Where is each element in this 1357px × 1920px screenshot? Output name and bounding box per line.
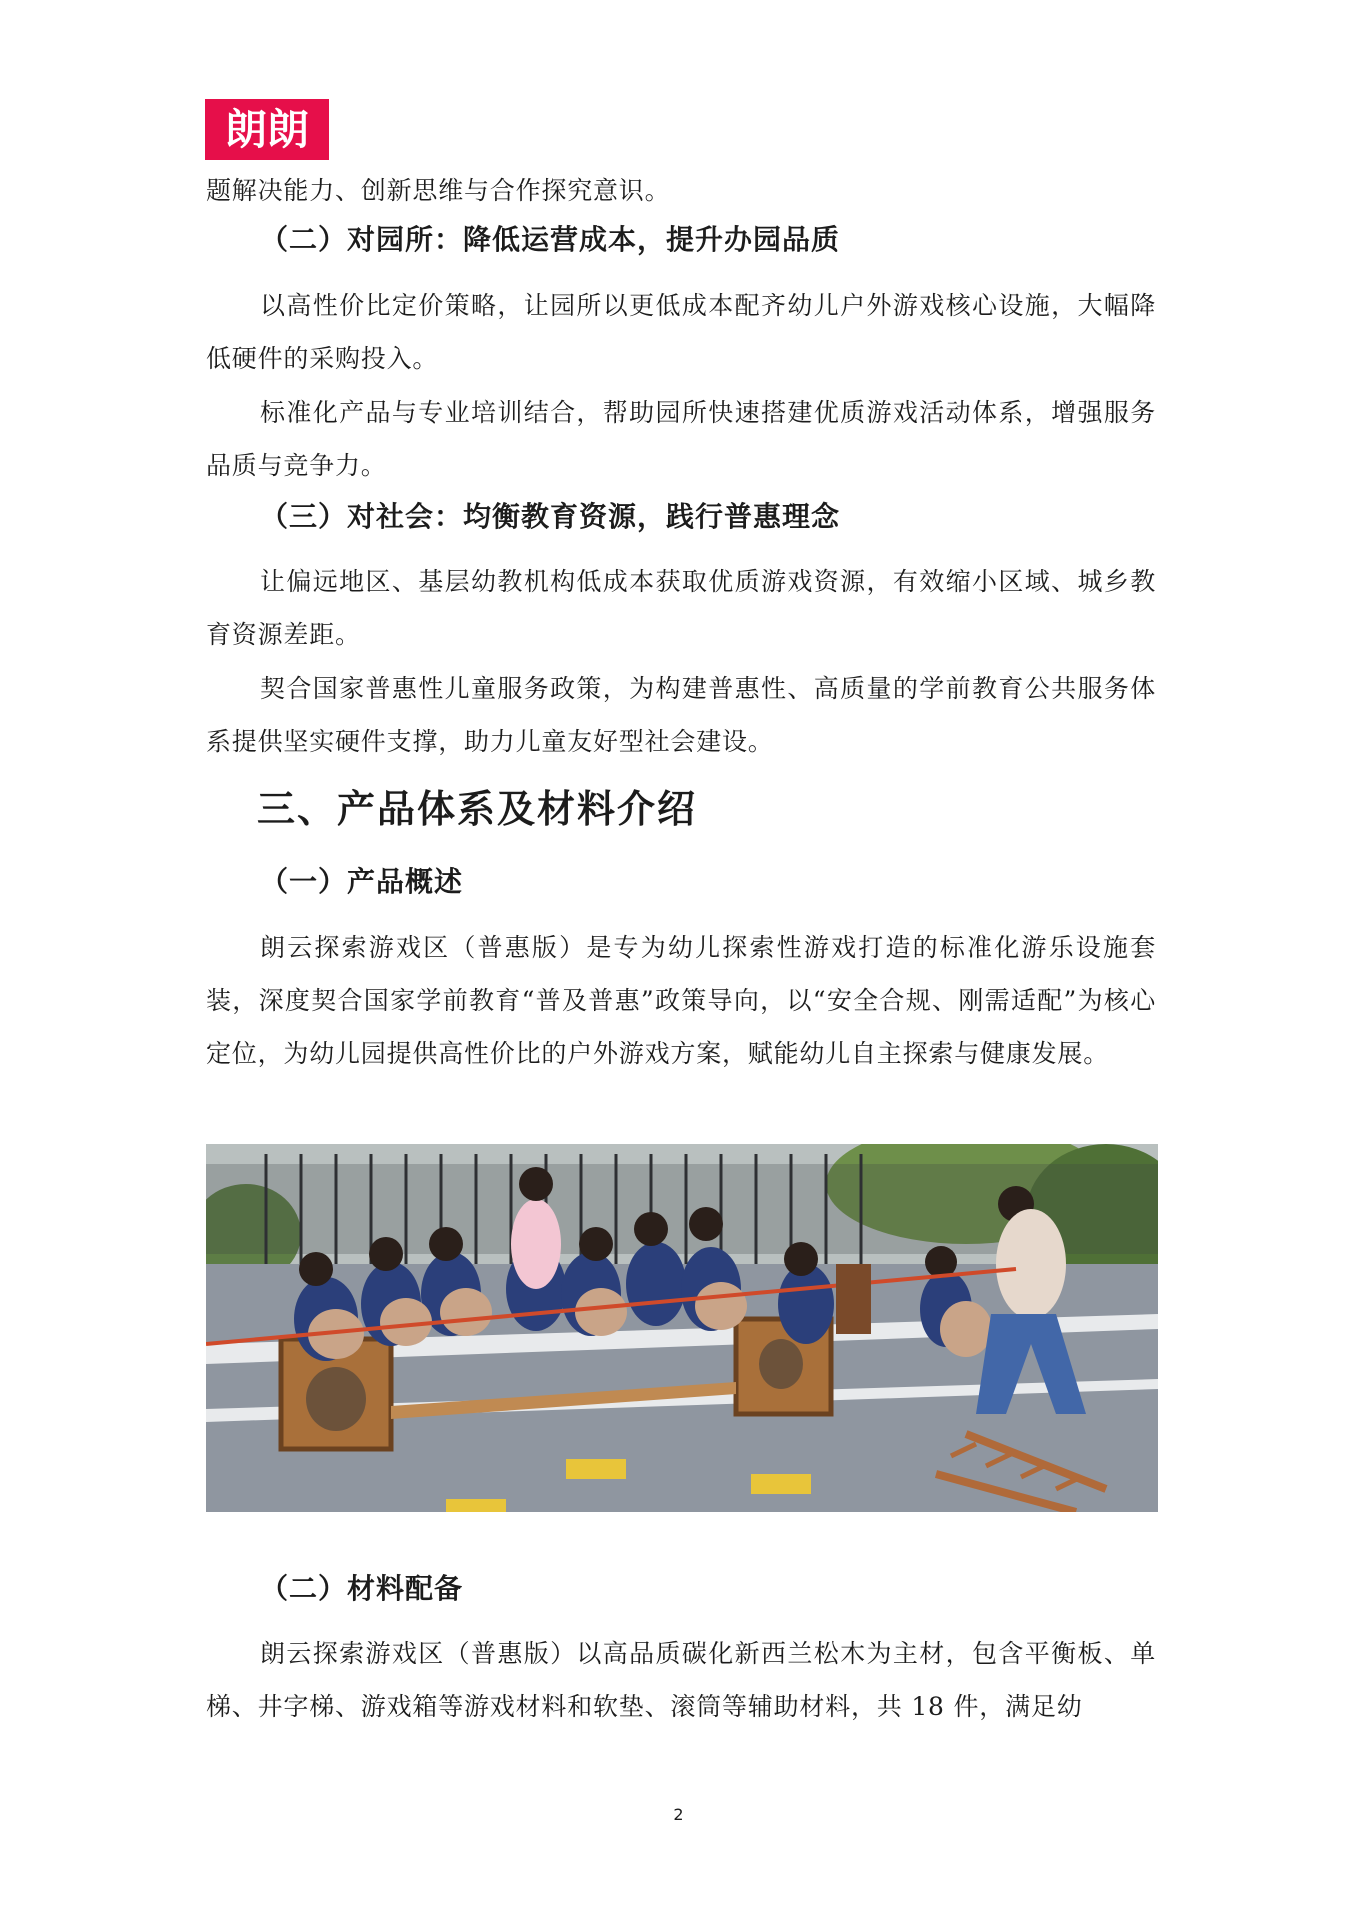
heading-material-equipment: （二）材料配备	[260, 1572, 464, 1605]
paragraph-materials: 朗云探索游戏区（普惠版）以高品质碳化新西兰松木为主材，包含平衡板、单梯、井字梯、游戏箱等游戏材料和软垫、滚筒等辅助材料，共 18 件，满足幼	[206, 1639, 1156, 1721]
heading-product-overview: （一）产品概述	[260, 865, 464, 898]
brand-logo: 朗朗	[205, 99, 329, 160]
section-heading-product-system: 三、产品体系及材料介绍	[257, 787, 698, 831]
photo-children-playground	[206, 1144, 1158, 1512]
paragraph-remote-areas: 让偏远地区、基层幼教机构低成本获取优质游戏资源，有效缩小区域、城乡教育资源差距。	[206, 567, 1156, 649]
heading-kindergarten: （二）对园所：降低运营成本，提升办园品质	[260, 223, 841, 256]
paragraph-training: 标准化产品与专业培训结合，帮助园所快速搭建优质游戏活动体系，增强服务品质与竞争力。	[206, 398, 1156, 480]
paragraph-overview: 朗云探索游戏区（普惠版）是专为幼儿探索性游戏打造的标准化游乐设施套装，深度契合国家学前教育“普及普惠”政策导向，以“安全合规、刚需适配”为核心定位，为幼儿园提供高性价比的户外游戏方案，赋能幼儿自主探索与健康发展。	[206, 933, 1156, 1068]
paragraph-continued: 题解决能力、创新思维与合作探究意识。	[206, 176, 671, 205]
paragraph-pricing: 以高性价比定价策略，让园所以更低成本配齐幼儿户外游戏核心设施，大幅降低硬件的采购投入。	[206, 291, 1156, 373]
playground-photo-illustration	[206, 1144, 1158, 1512]
page-number: 2	[673, 1805, 684, 1824]
heading-society: （三）对社会：均衡教育资源，践行普惠理念	[260, 500, 841, 533]
paragraph-policy: 契合国家普惠性儿童服务政策，为构建普惠性、高质量的学前教育公共服务体系提供坚实硬件支撑，助力儿童友好型社会建设。	[206, 674, 1156, 756]
